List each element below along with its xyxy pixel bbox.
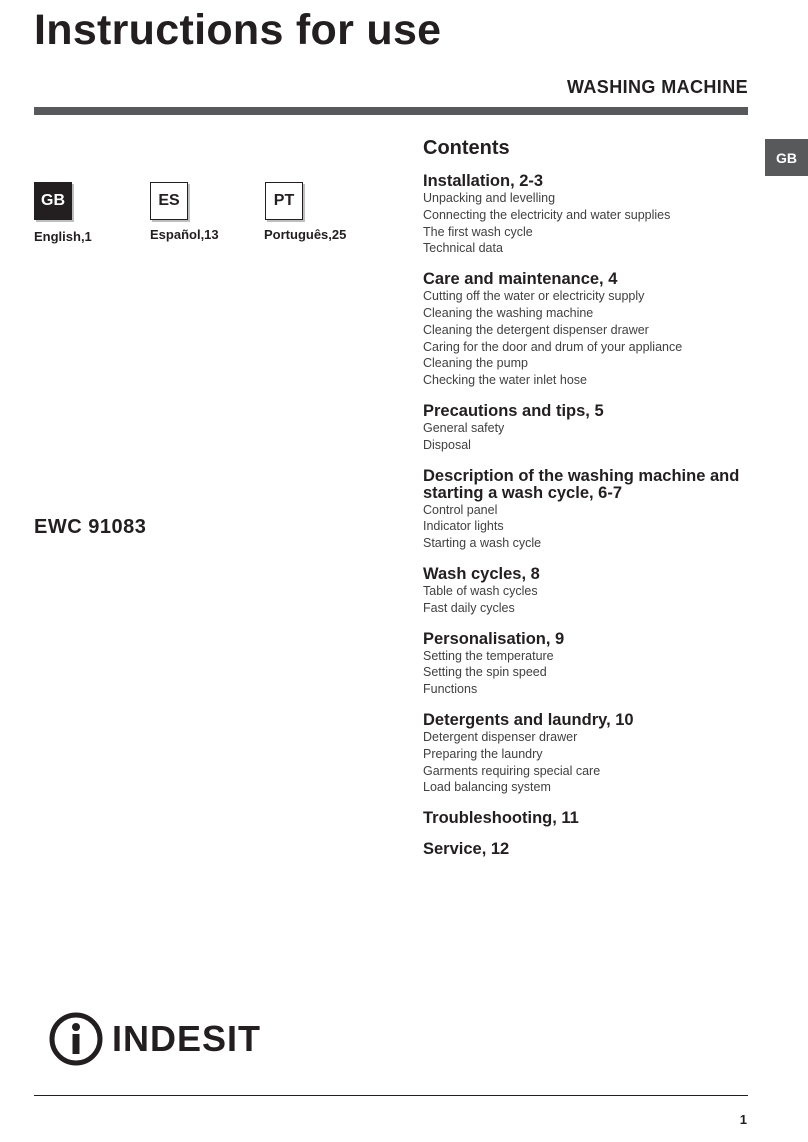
toc-item[interactable]: Unpacking and levelling (423, 191, 556, 205)
language-code-box: ES (150, 182, 188, 220)
toc-item[interactable]: Cleaning the washing machine (423, 305, 594, 320)
toc-section-title[interactable]: Description of the washing machine and starting a wash cycle, 6-7 (423, 466, 740, 502)
product-type: WASHING MACHINE (567, 77, 748, 97)
toc-item[interactable]: Preparing the laundry (423, 746, 543, 761)
toc-section-title[interactable]: Personalisation, 9 (423, 629, 565, 648)
toc-section-title[interactable]: Precautions and tips, 5 (423, 401, 604, 420)
language-gb[interactable] (34, 182, 72, 220)
indesit-logo-icon (48, 1011, 104, 1067)
toc-item[interactable]: Setting the spin speed (423, 665, 547, 680)
toc-item[interactable]: Cleaning the pump (423, 356, 528, 371)
toc-section (423, 810, 753, 827)
toc-section-title[interactable]: Wash cycles, 8 (423, 564, 540, 583)
toc-item[interactable]: Garments requiring special care (423, 763, 601, 778)
toc-section-title[interactable]: Detergents and laundry, 10 (423, 710, 634, 729)
language-label-pt[interactable]: Português,25 (264, 227, 347, 242)
toc-section (423, 712, 753, 796)
contents-heading: Contents (423, 137, 510, 159)
toc-section (423, 841, 753, 858)
toc-item[interactable]: The first wash cycle (423, 224, 533, 239)
toc-item[interactable]: Indicator lights (423, 519, 504, 534)
language-label-gb[interactable]: English,1 (34, 229, 92, 244)
header-bar (34, 107, 748, 115)
toc-section-title[interactable]: Care and maintenance, 4 (423, 270, 618, 289)
language-pt[interactable] (265, 182, 303, 220)
toc-section-title[interactable]: Troubleshooting, 11 (423, 809, 579, 828)
toc-item[interactable]: Checking the water inlet hose (423, 373, 587, 388)
toc-item[interactable]: Cutting off the water or electricity supply (423, 289, 645, 304)
toc-section (423, 566, 753, 617)
toc-section (423, 631, 753, 698)
footer-rule (34, 1095, 748, 1096)
page-title: Instructions for use (34, 6, 442, 54)
toc-item[interactable]: Disposal (423, 437, 471, 452)
toc-item[interactable]: Cleaning the detergent dispenser drawer (423, 322, 649, 337)
toc-section (423, 271, 753, 389)
toc-item[interactable]: Table of wash cycles (423, 583, 538, 598)
toc-item[interactable]: Functions (423, 682, 478, 697)
toc-item[interactable]: Setting the temperature (423, 648, 554, 663)
toc-section (423, 403, 753, 454)
toc-item[interactable]: Connecting the electricity and water supplies (423, 207, 671, 222)
language-es[interactable] (150, 182, 188, 220)
language-label-es[interactable]: Español,13 (150, 227, 219, 242)
toc-section (423, 173, 753, 257)
brand-logo (48, 1011, 261, 1067)
toc-item[interactable]: Load balancing system (423, 780, 551, 795)
toc-item[interactable]: Caring for the door and drum of your appliance (423, 339, 683, 354)
toc-section-title[interactable]: Installation, 2-3 (423, 172, 544, 190)
toc-item[interactable]: Starting a wash cycle (423, 536, 542, 551)
model-number: EWC 91083 (34, 516, 147, 538)
page-number: 1 (739, 1112, 747, 1127)
toc-item[interactable]: Technical data (423, 241, 503, 256)
toc-item[interactable]: General safety (423, 420, 505, 435)
table-of-contents (423, 173, 753, 872)
toc-item[interactable]: Control panel (423, 502, 498, 517)
toc-section (423, 468, 753, 552)
toc-section-title[interactable]: Service, 12 (423, 840, 510, 859)
language-code-box: GB (34, 182, 72, 220)
toc-item[interactable]: Fast daily cycles (423, 600, 515, 615)
brand-name: INDESIT (112, 1018, 262, 1059)
language-code-box: PT (265, 182, 303, 220)
toc-item[interactable]: Detergent dispenser drawer (423, 729, 578, 744)
language-side-tab[interactable]: GB (765, 139, 808, 176)
